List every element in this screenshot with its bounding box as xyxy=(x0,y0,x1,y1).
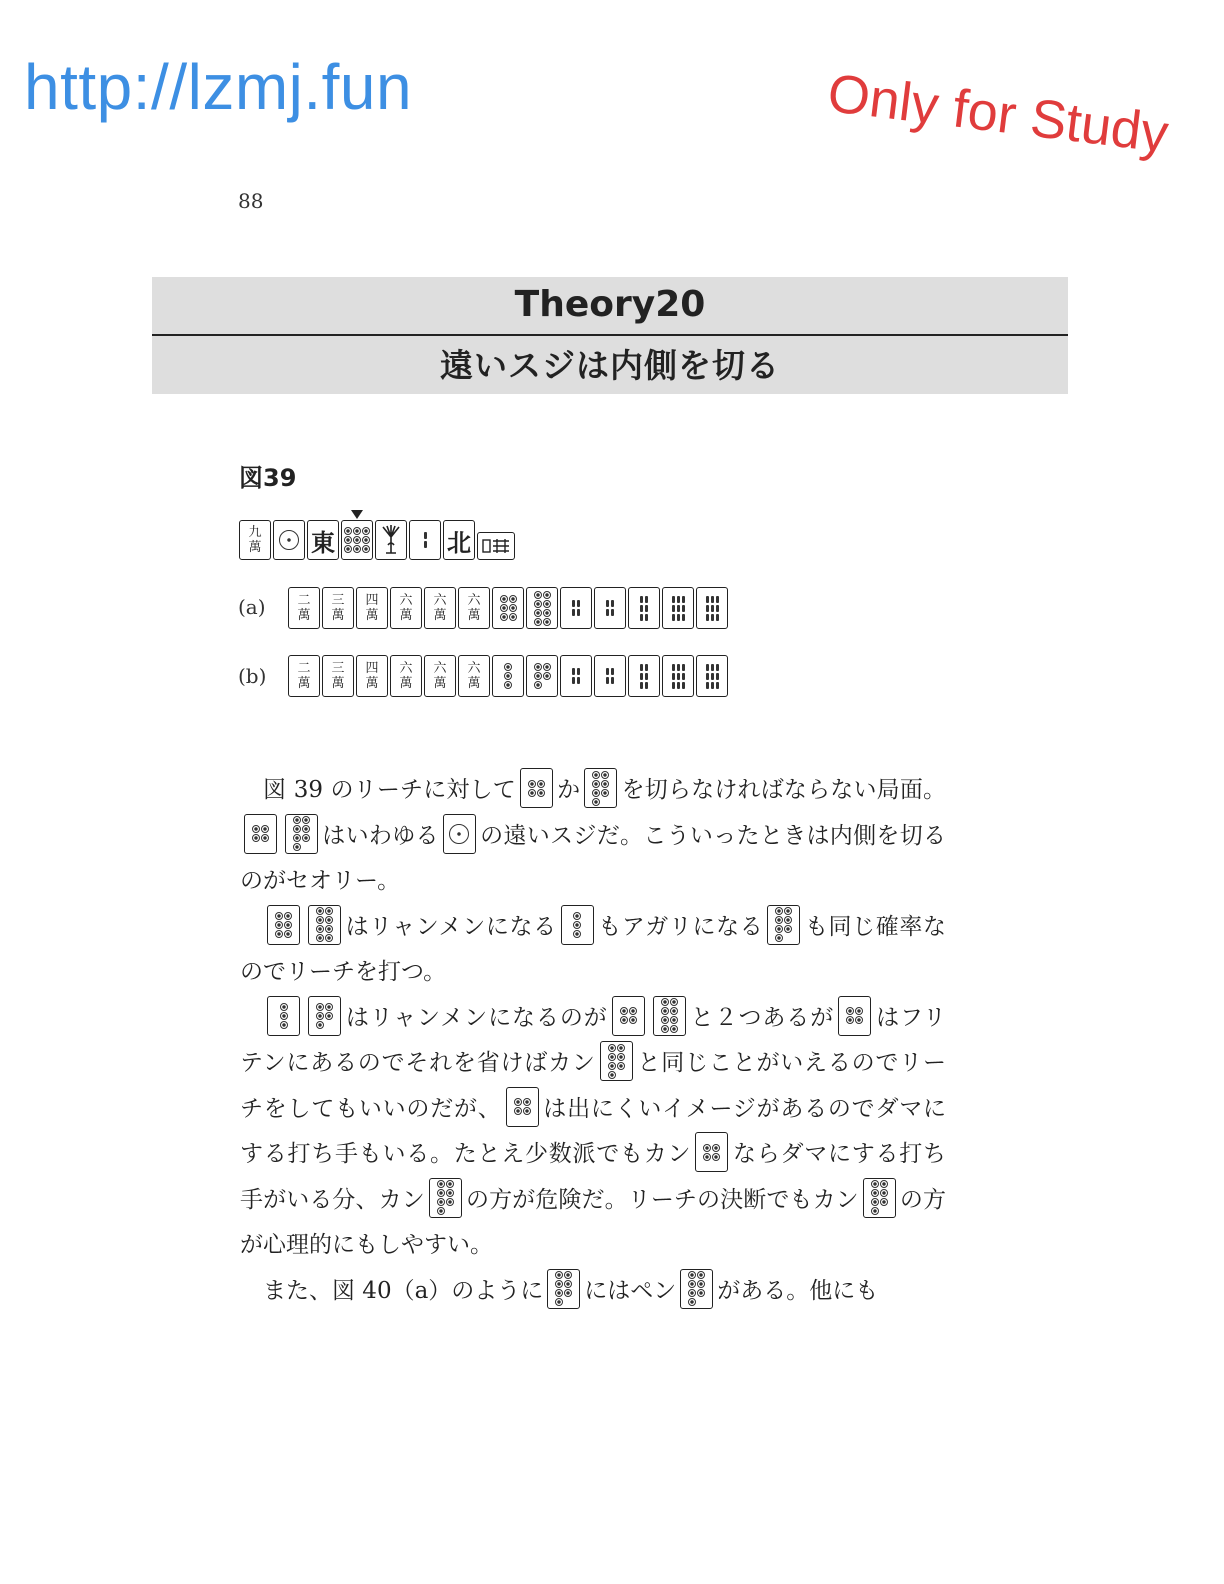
man-tile-number: 六 xyxy=(467,593,481,608)
pin-tile-4-icon xyxy=(520,768,553,808)
honor-tile-text: 北 xyxy=(447,527,471,557)
text-run: はリャンメンになる xyxy=(345,913,557,940)
paragraph xyxy=(240,905,946,996)
pin-tile-6-icon xyxy=(492,587,524,629)
man-tile-suit: 萬 xyxy=(365,608,379,623)
man-tile-icon xyxy=(288,655,320,697)
man-tile-suit: 萬 xyxy=(467,676,481,691)
man-tile-number: 三 xyxy=(331,593,345,608)
pin-tile-7-icon xyxy=(285,814,318,854)
text-run: はフリテンにあるのでそれを省けばカン xyxy=(240,1004,946,1076)
text-run: と２つあるが xyxy=(689,1004,835,1031)
hand-a-label: (a) xyxy=(238,595,266,619)
text-run: の遠いスジだ。こういったときは内側を切るのがセオリー。 xyxy=(240,822,947,894)
pin-tile-4-icon xyxy=(506,1087,539,1127)
man-tile-suit: 萬 xyxy=(297,676,311,691)
man-tile-icon xyxy=(424,587,456,629)
heading-divider xyxy=(152,334,1068,336)
pin-tile-3-icon xyxy=(492,655,524,697)
man-tile-icon xyxy=(356,587,388,629)
pin-tile-7-icon xyxy=(863,1178,896,1218)
sideways-tile-icon xyxy=(477,532,515,560)
pin-tile-5-icon xyxy=(526,655,558,697)
man-tile-icon xyxy=(288,587,320,629)
man-tile-icon xyxy=(356,655,388,697)
heading-title-en: Theory20 xyxy=(514,284,706,325)
pin-tile-7-icon xyxy=(429,1178,462,1218)
man-tile-icon xyxy=(322,587,354,629)
pin-tile-7-icon xyxy=(547,1269,580,1309)
watermark-url: http://lzmj.fun xyxy=(24,51,413,123)
man-tile-suit: 萬 xyxy=(248,540,262,555)
sou-tile-4-icon xyxy=(560,587,592,629)
sou-tile-4-icon xyxy=(594,587,626,629)
text-run: と同じことがいえるのでリーチをしてもいいのだが、 xyxy=(240,1050,946,1122)
pin-tile-3-icon xyxy=(267,996,300,1036)
man-tile-suit: 萬 xyxy=(365,676,379,691)
man-tile-icon xyxy=(424,655,456,697)
sou-tile-4-icon xyxy=(560,655,592,697)
text-run: がある。他にも xyxy=(717,1277,879,1304)
figure-label: 図39 xyxy=(239,464,297,492)
text-run: もアガリになる xyxy=(597,913,764,940)
man-tile-suit: 萬 xyxy=(433,676,447,691)
hand-a xyxy=(288,587,730,629)
pin-tile-1-icon xyxy=(273,520,305,560)
hand-b-label: (b) xyxy=(238,664,267,688)
text-run: の方が心理的にもしやすい。 xyxy=(240,1186,947,1258)
man-tile-suit: 萬 xyxy=(399,608,413,623)
sou-tile-8-icon xyxy=(662,655,694,697)
sou-tile-6-icon xyxy=(628,587,660,629)
sou-tile-4-icon xyxy=(594,655,626,697)
pin-tile-7-icon xyxy=(767,905,800,945)
pin-tile-9-icon xyxy=(341,520,373,560)
page-number: 88 xyxy=(238,189,264,213)
man-tile-number: 六 xyxy=(399,593,413,608)
discard-row xyxy=(239,520,517,560)
pin-tile-8-icon xyxy=(308,905,341,945)
paragraph xyxy=(240,1269,946,1315)
man-tile-suit: 萬 xyxy=(331,608,345,623)
man-tile-number: 六 xyxy=(433,661,447,676)
man-tile-number: 三 xyxy=(331,661,345,676)
pin-tile-4-icon xyxy=(838,996,871,1036)
text-run: は出にくいイメージがあるのでダマにする打ち手もいる。たとえ少数派でもカン xyxy=(240,1095,947,1167)
man-tile-suit: 萬 xyxy=(433,608,447,623)
bird-tile-icon xyxy=(375,520,407,560)
man-tile-icon xyxy=(390,587,422,629)
man-tile-suit: 萬 xyxy=(331,676,345,691)
pin-tile-4-icon xyxy=(244,814,277,854)
pin-tile-7-icon xyxy=(584,768,617,808)
section-heading xyxy=(152,277,1068,394)
honor-tile-text: 東 xyxy=(311,527,335,557)
sou-tile-8-icon xyxy=(662,587,694,629)
sou-tile-9-icon xyxy=(696,655,728,697)
honor-tile-icon xyxy=(443,520,475,560)
man-tile-icon xyxy=(390,655,422,697)
text-run: また、図 40（a）のように xyxy=(263,1277,544,1304)
man-tile-number: 四 xyxy=(365,661,379,676)
man-tile-number: 九 xyxy=(248,525,262,540)
man-tile-icon xyxy=(458,655,490,697)
man-tile-number: 二 xyxy=(297,661,311,676)
text-run: の方が危険だ。リーチの決断でもカン xyxy=(465,1186,859,1213)
pin-tile-4-icon xyxy=(695,1132,728,1172)
riichi-marker-icon xyxy=(351,510,363,519)
text-run: 図 39 のリーチに対して xyxy=(263,777,516,803)
watermark-study: Only for Study xyxy=(824,62,1172,165)
pin-tile-8-icon xyxy=(526,587,558,629)
man-tile-number: 二 xyxy=(297,593,311,608)
pin-tile-7-icon xyxy=(680,1269,713,1309)
text-run: はいわゆる xyxy=(322,822,439,849)
man-tile-number: 六 xyxy=(467,661,481,676)
hand-b xyxy=(288,655,730,697)
man-tile-suit: 萬 xyxy=(297,608,311,623)
text-run: を切らなければならない局面。 xyxy=(621,777,947,803)
man-tile-icon xyxy=(322,655,354,697)
text-run: か xyxy=(556,777,581,803)
pin-tile-6-icon xyxy=(267,905,300,945)
paragraph xyxy=(240,768,946,905)
text-run: ならダマにする打ち手がいる分、カン xyxy=(240,1141,946,1213)
text-run: はリャンメンになるのが xyxy=(345,1004,608,1031)
man-tile-number: 六 xyxy=(399,661,413,676)
man-tile-icon xyxy=(239,520,271,560)
man-tile-suit: 萬 xyxy=(467,608,481,623)
sou-tile-9-icon xyxy=(696,587,728,629)
man-tile-icon xyxy=(458,587,490,629)
pin-tile-3-icon xyxy=(561,905,594,945)
pin-tile-8-icon xyxy=(653,996,686,1036)
text-run: も同じ確率なのでリーチを打つ。 xyxy=(240,913,946,985)
sou-tile-6-icon xyxy=(628,655,660,697)
man-tile-number: 六 xyxy=(433,593,447,608)
text-run: にはペン xyxy=(584,1277,677,1304)
man-tile-suit: 萬 xyxy=(399,676,413,691)
man-tile-number: 四 xyxy=(365,593,379,608)
heading-title-jp: 遠いスジは内側を切る xyxy=(440,346,780,385)
pin-tile-4-icon xyxy=(612,996,645,1036)
pin-tile-1-icon xyxy=(443,814,476,854)
pin-tile-5-icon xyxy=(308,996,341,1036)
paragraph xyxy=(240,996,946,1269)
body-text xyxy=(240,768,946,1314)
pin-tile-7-icon xyxy=(600,1041,633,1081)
honor-tile-icon xyxy=(307,520,339,560)
sou-tile-2-icon xyxy=(409,520,441,560)
